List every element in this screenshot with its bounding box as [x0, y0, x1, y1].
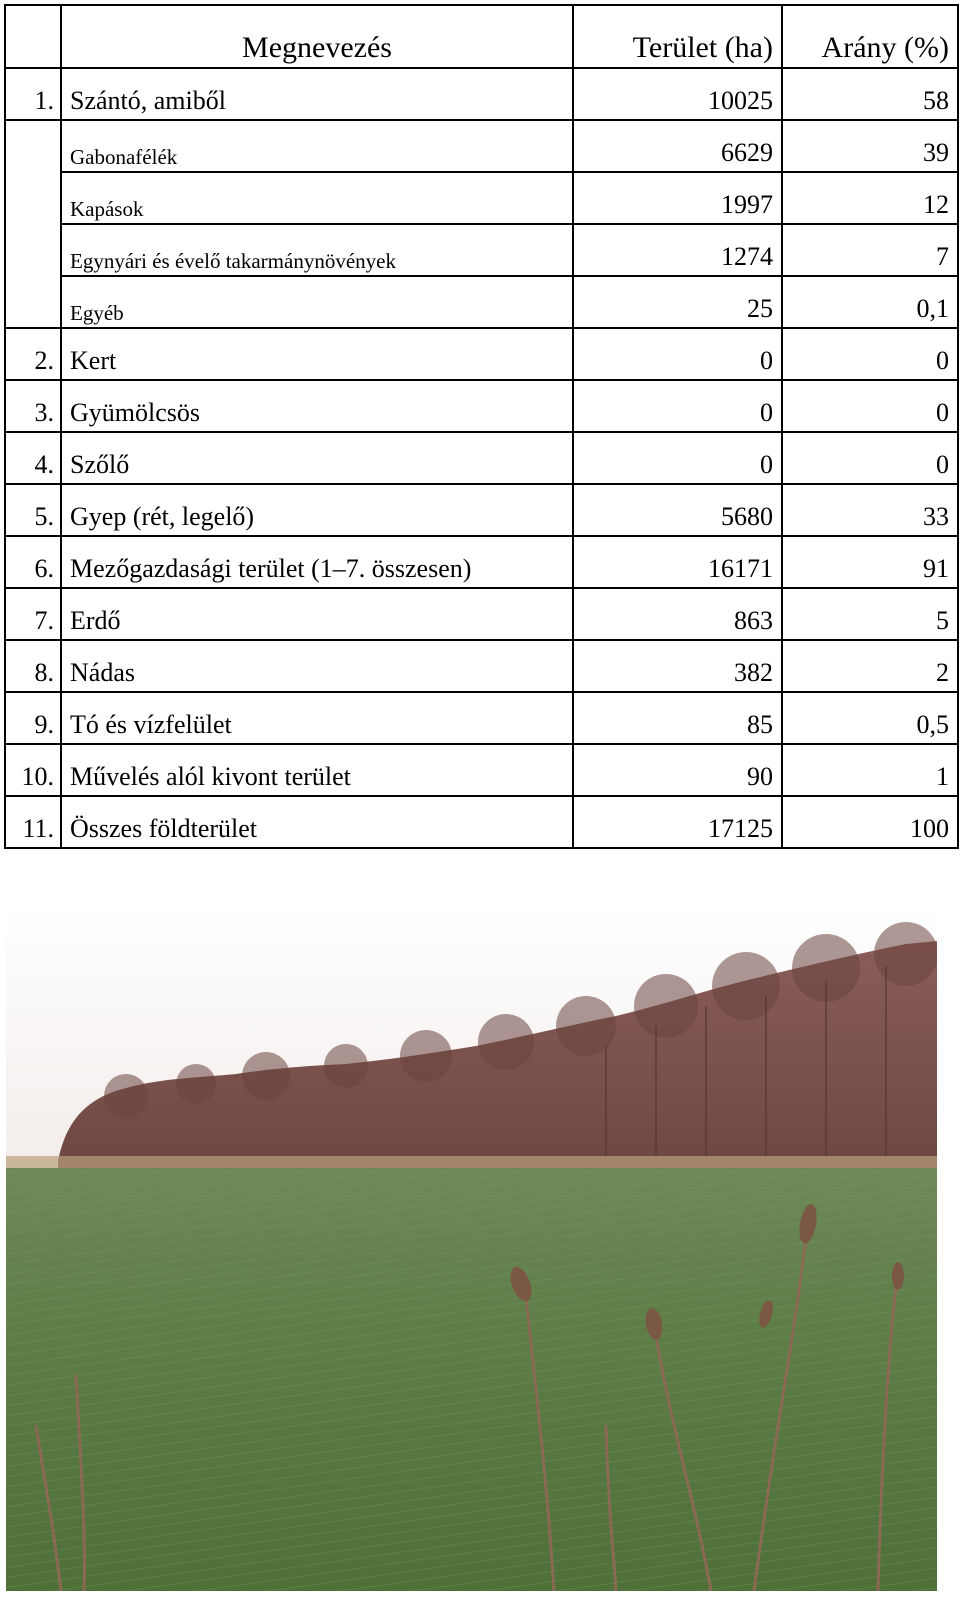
row-name: Szántó, amiből — [61, 68, 573, 120]
row-number: 2. — [5, 328, 61, 380]
row-area: 10025 — [573, 68, 782, 120]
header-area: Terület (ha) — [573, 5, 782, 68]
row-area: 863 — [573, 588, 782, 640]
row-name: Egynyári és évelő takarmánynövények — [61, 224, 573, 276]
row-share: 0,1 — [782, 276, 958, 328]
header-number-cell — [5, 5, 61, 68]
row-share: 7 — [782, 224, 958, 276]
row-area: 1274 — [573, 224, 782, 276]
row-area: 16171 — [573, 536, 782, 588]
row-name: Egyéb — [61, 276, 573, 328]
header-share: Arány (%) — [782, 5, 958, 68]
field-and-forest-illustration — [6, 906, 937, 1591]
row-area: 382 — [573, 640, 782, 692]
header-name: Megnevezés — [61, 5, 573, 68]
table-row — [5, 328, 958, 380]
row-area: 0 — [573, 380, 782, 432]
table-row — [5, 640, 958, 692]
table-row — [5, 588, 958, 640]
table-row — [5, 796, 958, 848]
landscape-photo — [6, 906, 937, 1591]
row-name: Gyep (rét, legelő) — [61, 484, 573, 536]
row-area: 85 — [573, 692, 782, 744]
row-name: Nádas — [61, 640, 573, 692]
row-name: Művelés alól kivont terület — [61, 744, 573, 796]
table-row — [5, 224, 958, 276]
row-name: Szőlő — [61, 432, 573, 484]
row-share: 0 — [782, 432, 958, 484]
table-row — [5, 68, 958, 120]
row-share: 58 — [782, 68, 958, 120]
row-area: 0 — [573, 328, 782, 380]
row-share: 12 — [782, 172, 958, 224]
row-share: 0 — [782, 380, 958, 432]
row-number: 1. — [5, 68, 61, 120]
table-row — [5, 172, 958, 224]
row-name: Gabonafélék — [61, 120, 573, 172]
row-name: Összes földterület — [61, 796, 573, 848]
row-number: 10. — [5, 744, 61, 796]
row-share: 33 — [782, 484, 958, 536]
row-share: 5 — [782, 588, 958, 640]
table-row — [5, 432, 958, 484]
table-row — [5, 484, 958, 536]
row-name: Gyümölcsös — [61, 380, 573, 432]
table-row — [5, 536, 958, 588]
row-number: 9. — [5, 692, 61, 744]
table-row — [5, 380, 958, 432]
row-area: 1997 — [573, 172, 782, 224]
row-name: Kert — [61, 328, 573, 380]
row-share: 1 — [782, 744, 958, 796]
row-share: 39 — [782, 120, 958, 172]
row-share: 2 — [782, 640, 958, 692]
row-area: 90 — [573, 744, 782, 796]
table-row — [5, 692, 958, 744]
row-number: 11. — [5, 796, 61, 848]
row-number: 4. — [5, 432, 61, 484]
table-row — [5, 120, 958, 172]
row-name: Erdő — [61, 588, 573, 640]
row-area: 0 — [573, 432, 782, 484]
row-share: 100 — [782, 796, 958, 848]
row-number: 7. — [5, 588, 61, 640]
row-number-empty — [5, 120, 61, 328]
land-use-table — [4, 4, 959, 849]
row-area: 25 — [573, 276, 782, 328]
table-header-row — [5, 5, 958, 68]
row-area: 6629 — [573, 120, 782, 172]
row-name: Tó és vízfelület — [61, 692, 573, 744]
row-number: 3. — [5, 380, 61, 432]
row-share: 0,5 — [782, 692, 958, 744]
row-area: 5680 — [573, 484, 782, 536]
row-number: 8. — [5, 640, 61, 692]
table-row — [5, 744, 958, 796]
row-name: Mezőgazdasági terület (1–7. összesen) — [61, 536, 573, 588]
row-area: 17125 — [573, 796, 782, 848]
row-share: 0 — [782, 328, 958, 380]
field-furrows — [6, 1168, 937, 1591]
row-name: Kapások — [61, 172, 573, 224]
row-number: 6. — [5, 536, 61, 588]
row-number: 5. — [5, 484, 61, 536]
table-row — [5, 276, 958, 328]
row-share: 91 — [782, 536, 958, 588]
